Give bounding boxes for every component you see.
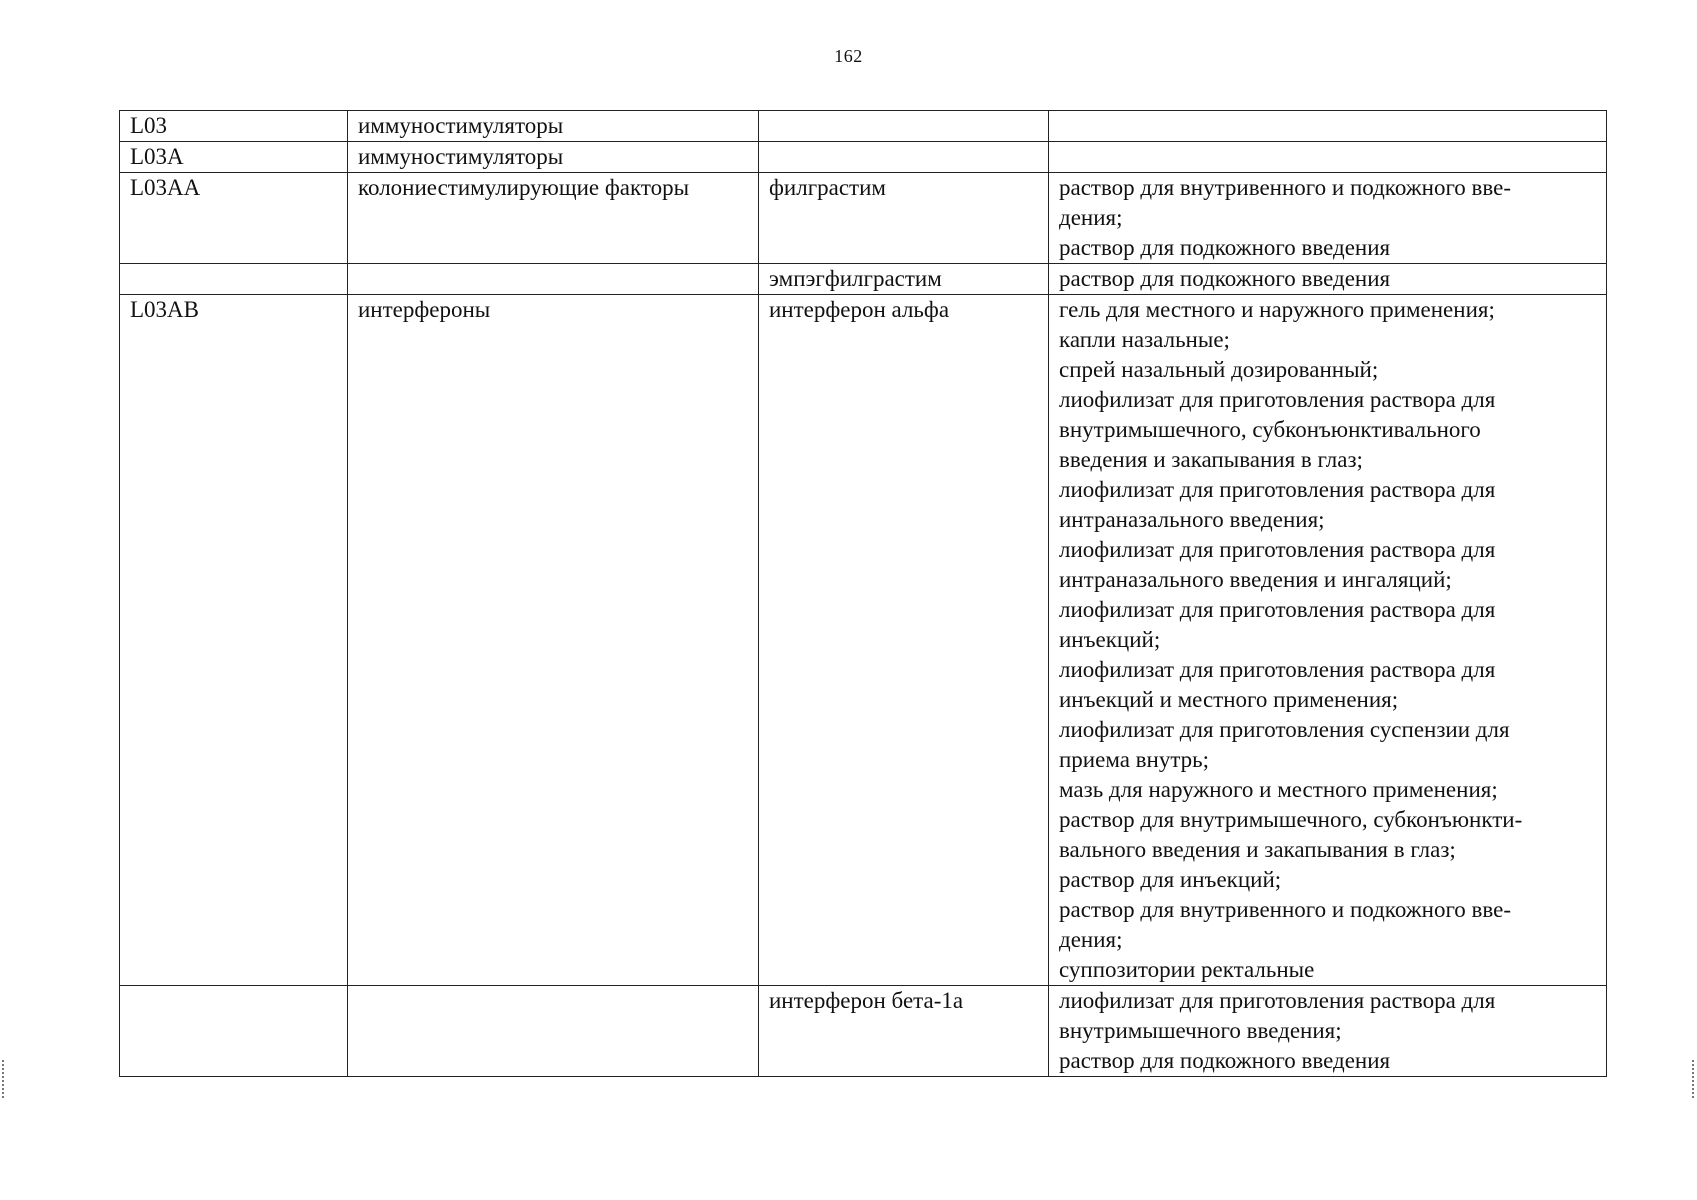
dosage-form-line: внутримышечного введения; [1059, 1018, 1342, 1043]
dosage-form-line: раствор для внутривенного и подкожного вве- [1059, 175, 1512, 200]
dosage-forms-cell [1049, 142, 1607, 173]
dosage-forms-cell [1049, 111, 1607, 142]
table-row [120, 264, 1607, 295]
dosage-form-line: капли назальные; [1059, 327, 1230, 352]
atc-code-cell: L03AA [120, 173, 348, 264]
dosage-form-line: инъекций; [1059, 627, 1161, 652]
dosage-forms-cell [1049, 264, 1607, 295]
dosage-form-line: гель для местного и наружного применения; [1059, 297, 1495, 322]
dosage-form-line: спрей назальный дозированный; [1059, 357, 1379, 382]
group-name-cell: иммуностимуляторы [348, 142, 759, 173]
dosage-form-line: лиофилизат для приготовления раствора для [1059, 657, 1496, 682]
table-row [120, 142, 1607, 173]
dosage-form-line: лиофилизат для приготовления раствора для [1059, 387, 1496, 412]
dosage-form-line: вального введения и закапывания в глаз; [1059, 837, 1456, 862]
group-name-cell: иммуностимуляторы [348, 111, 759, 142]
dosage-form-line: лиофилизат для приготовления раствора для [1059, 477, 1496, 502]
dosage-form-line: введения и закапывания в глаз; [1059, 447, 1363, 472]
drug-name-cell: интерферон альфа [759, 295, 1049, 986]
dosage-forms-cell [1049, 986, 1607, 1077]
table-row [120, 111, 1607, 142]
dosage-form-line: раствор для подкожного введения [1059, 1048, 1391, 1073]
atc-code-cell [120, 986, 348, 1077]
dosage-form-line: дения; [1059, 205, 1123, 230]
group-name-cell: интерфероны [348, 295, 759, 986]
dosage-form-line: раствор для подкожного введения [1059, 235, 1391, 260]
dosage-form-line: раствор для инъекций; [1059, 867, 1282, 892]
dosage-form-line: раствор для подкожного введения [1059, 266, 1391, 291]
dosage-form-line: внутримышечного, субконъюнктивального [1059, 417, 1481, 442]
dosage-forms-cell [1049, 295, 1607, 986]
table-row [120, 986, 1607, 1077]
dosage-form-line: дения; [1059, 927, 1123, 952]
dosage-form-line: мазь для наружного и местного применения; [1059, 777, 1498, 802]
dosage-form-line: лиофилизат для приготовления раствора для [1059, 597, 1496, 622]
dosage-form-line: лиофилизат для приготовления раствора для [1059, 988, 1496, 1013]
drug-name-cell [759, 142, 1049, 173]
group-name-cell [348, 986, 759, 1077]
dosage-form-line: раствор для внутривенного и подкожного вве- [1059, 897, 1512, 922]
dosage-form-line: интраназального введения; [1059, 507, 1325, 532]
dosage-form-line: суппозитории ректальные [1059, 957, 1315, 982]
dosage-form-line: инъекций и местного применения; [1059, 687, 1399, 712]
dosage-form-line: приема внутрь; [1059, 747, 1210, 772]
table-row [120, 295, 1607, 986]
dosage-form-line: лиофилизат для приготовления суспензии для [1059, 717, 1510, 742]
atc-code-cell [120, 264, 348, 295]
dosage-form-line: раствор для внутримышечного, субконъюнкти- [1059, 807, 1523, 832]
scan-edge-mark-left [2, 1060, 6, 1098]
drug-name-cell: эмпэгфилграстим [759, 264, 1049, 295]
table-body [120, 111, 1607, 1077]
group-name-cell: колониестимулирующие факторы [348, 173, 759, 264]
dosage-forms-cell [1049, 173, 1607, 264]
drug-name-cell [759, 111, 1049, 142]
page-number: 162 [834, 46, 863, 66]
table-row [120, 173, 1607, 264]
atc-code-cell: L03A [120, 142, 348, 173]
drug-table [119, 110, 1607, 1077]
atc-code-cell: L03 [120, 111, 348, 142]
scan-edge-mark-right [1692, 1060, 1696, 1098]
group-name-cell [348, 264, 759, 295]
dosage-form-line: лиофилизат для приготовления раствора для [1059, 537, 1496, 562]
drug-name-cell: филграстим [759, 173, 1049, 264]
dosage-form-line: интраназального введения и ингаляций; [1059, 567, 1452, 592]
drug-name-cell: интерферон бета-1а [759, 986, 1049, 1077]
atc-code-cell: L03AB [120, 295, 348, 986]
